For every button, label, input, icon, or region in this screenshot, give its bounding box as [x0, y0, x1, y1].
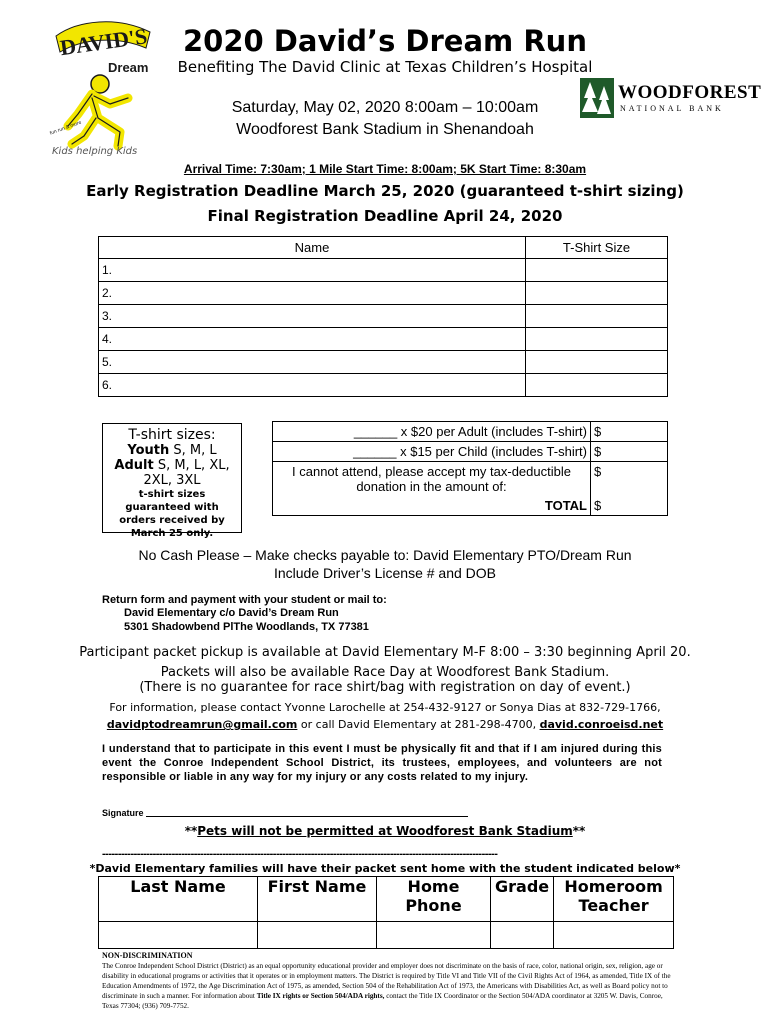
size-cell[interactable] — [526, 282, 668, 305]
early-deadline: Early Registration Deadline March 25, 2020 (guaranteed t-shirt sizing) — [86, 182, 684, 200]
woodforest-sub: NATIONAL BANK — [620, 104, 724, 113]
tshirt-size-header: T-Shirt Size — [526, 237, 668, 259]
svg-text:fun run & more: fun run & more — [49, 119, 83, 137]
adult-sizes-2: 2XL, 3XL — [143, 473, 201, 488]
size-cell[interactable] — [526, 351, 668, 374]
table-row[interactable] — [99, 922, 674, 949]
signature-label: Signature — [102, 808, 144, 818]
signature-line[interactable] — [146, 816, 468, 817]
svg-text:Dream: Dream — [108, 60, 149, 75]
size-cell[interactable] — [526, 328, 668, 351]
arrival-times: Arrival Time: 7:30am; 1 Mile Start Time: 8:00am; 5K Start Time: 8:30am — [183, 162, 587, 176]
participant-table — [98, 236, 668, 397]
last-name-cell[interactable] — [99, 922, 258, 949]
pricing-table — [272, 421, 668, 516]
table-row[interactable] — [99, 351, 668, 374]
tshirt-sizes-box — [102, 423, 242, 539]
tshirt-guarantee-note: t-shirt sizes guaranteed with orders received by March 25 only. — [119, 489, 225, 539]
child-price-label: ______ x $15 per Child (includes T-shirt) — [273, 442, 591, 462]
donation-amount[interactable]: $ — [591, 462, 668, 497]
packet-guarantee-note: (There is no guarantee for race shirt/bag with registration on day of event.) — [139, 680, 631, 695]
final-deadline: Final Registration Deadline April 24, 2020 — [207, 207, 563, 225]
table-row[interactable] — [99, 259, 668, 282]
total-label: TOTAL — [273, 496, 591, 516]
nondiscrimination-body: The Conroe Independent School District (District) as an equal opportunity educational provider and employer does not discriminate on the basis of race, color, national origin, sex, religion, age or disability in educational programs or activities that it operates or in employment matters. The District is required by Title VI and Title VII of the Civil Rights Act of 1964, as amended, Title IX of the Education Amendments of 1972, the Age Discrimination Act of 1975, as amended, Section 504 of the Rehabilitation Act of 1973, the Americans with Disabilities Act, as well as Board policy not to discriminate in such a manner. For information about Title IX rights or Section 504/ADA rights, contact the Title IX Coordinator or the Section 504/ADA coordinator at 3205 W. Davis, Conroe, Texas 77304; (936) 709-7752. — [102, 962, 671, 1010]
size-cell[interactable] — [526, 374, 668, 397]
first-name-cell[interactable] — [258, 922, 377, 949]
packet-pickup: Participant packet pickup is available at David Elementary M-F 8:00 – 3:30 beginning April 20. — [79, 645, 691, 660]
page-title: 2020 David’s Dream Run — [183, 24, 587, 58]
contact-links: davidptodreamrun@gmail.com or call David Elementary at 281-298-4700, david.conroeisd.net — [106, 718, 664, 731]
donation-label: I cannot attend, please accept my tax-deductible donation in the amount of: — [273, 462, 591, 497]
return-address-line2: 5301 Shadowbend PlThe Woodlands, TX 77381 — [124, 621, 369, 633]
liability-waiver: I understand that to participate in this event I must be physically fit and that if I am injured during this event the Conroe Independent School District, its trustees, employees, and volunteers are not responsible or liable in any way for my injury or any costs related to my injury. — [102, 743, 662, 783]
total-amount[interactable]: $ — [591, 496, 668, 516]
payment-id-note: Include Driver’s License # and DOB — [273, 565, 497, 581]
first-name-header: First Name — [258, 877, 377, 922]
nondiscrimination-heading: NON-DISCRIMINATION — [102, 951, 193, 960]
svg-text:Kids helping Kids: Kids helping Kids — [52, 146, 138, 157]
adult-amount[interactable]: $ — [591, 422, 668, 442]
svg-text:DAVID'S: DAVID'S — [58, 23, 149, 61]
adult-price-label: ______ x $20 per Adult (includes T-shirt) — [273, 422, 591, 442]
grade-header: Grade — [491, 877, 554, 922]
pets-notice: **Pets will not be permitted at Woodforest Bank Stadium** — [184, 824, 586, 838]
name-header: Name — [99, 237, 526, 259]
contact-info: For information, please contact Yvonne Larochelle at 254-432-9127 or Sonya Dias at 832-729-1766, — [109, 701, 661, 714]
row-number: 1. — [99, 259, 526, 282]
home-phone-header: Home Phone — [377, 877, 491, 922]
table-row[interactable] — [99, 328, 668, 351]
student-header-row — [99, 877, 674, 922]
packet-race-day: Packets will also be available Race Day at Woodforest Bank Stadium. — [160, 665, 610, 680]
event-venue: Woodforest Bank Stadium in Shenandoah — [236, 121, 534, 138]
child-amount[interactable]: $ — [591, 442, 668, 462]
event-date: Saturday, May 02, 2020 8:00am – 10:00am — [231, 99, 539, 116]
homeroom-cell[interactable] — [554, 922, 674, 949]
woodforest-name: WOODFOREST — [618, 82, 762, 103]
home-phone-cell[interactable] — [377, 922, 491, 949]
email-link[interactable]: davidptodreamrun@gmail.com — [106, 718, 298, 731]
row-number: 5. — [99, 351, 526, 374]
payment-instructions: No Cash Please – Make checks payable to: David Elementary PTO/Dream Run — [138, 547, 632, 563]
subtitle: Benefiting The David Clinic at Texas Children’s Hospital — [177, 58, 593, 76]
return-address-line1: David Elementary c/o David’s Dream Run — [124, 607, 339, 619]
grade-cell[interactable] — [491, 922, 554, 949]
row-number: 6. — [99, 374, 526, 397]
donation-row[interactable] — [273, 462, 668, 497]
cut-line-divider: ----------------------------------------------------------------------------------------------------------------------------- — [102, 848, 498, 860]
table-row[interactable] — [99, 282, 668, 305]
table-row[interactable] — [99, 374, 668, 397]
table-header-row — [99, 237, 668, 259]
youth-sizes: Youth S, M, L — [127, 443, 217, 458]
size-cell[interactable] — [526, 305, 668, 328]
website-link[interactable]: david.conroeisd.net — [539, 718, 664, 731]
adult-sizes: Adult S, M, L, XL, — [114, 458, 230, 473]
row-number: 4. — [99, 328, 526, 351]
size-cell[interactable] — [526, 259, 668, 282]
table-row[interactable] — [99, 305, 668, 328]
last-name-header: Last Name — [99, 877, 258, 922]
adult-price-row[interactable] — [273, 422, 668, 442]
student-info-table — [98, 876, 674, 949]
row-number: 2. — [99, 282, 526, 305]
tshirt-sizes-heading: T-shirt sizes: — [128, 427, 216, 443]
return-heading: Return form and payment with your student or mail to: — [102, 594, 387, 606]
child-price-row[interactable] — [273, 442, 668, 462]
row-number: 3. — [99, 305, 526, 328]
total-row[interactable] — [273, 496, 668, 516]
family-note: *David Elementary families will have their packet sent home with the student indicated below* — [89, 862, 681, 875]
homeroom-teacher-header: Homeroom Teacher — [554, 877, 674, 922]
